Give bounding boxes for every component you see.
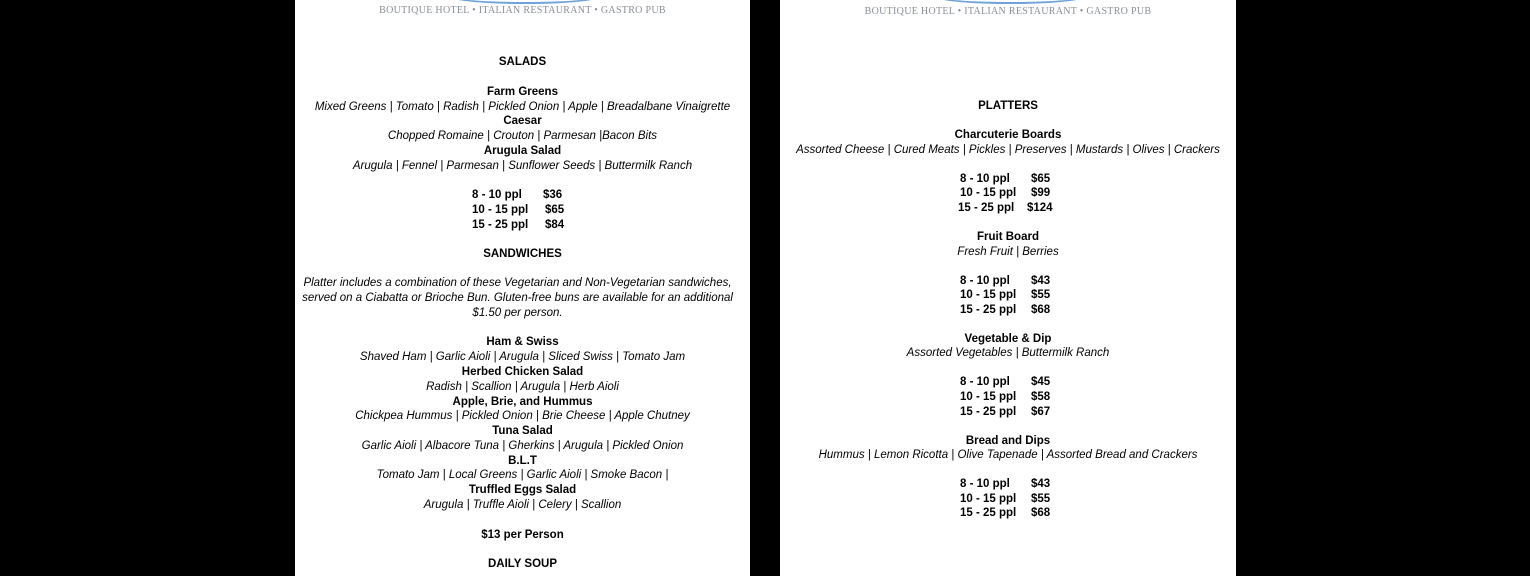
hotel-tagline: BOUTIQUE HOTEL • ITALIAN RESTAURANT • GASTRO PUB — [864, 6, 1152, 17]
item-description: Shaved Ham | Garlic Aioli | Arugula | Sliced Swiss | Tomato Jam — [359, 351, 686, 363]
item-name: Truffled Eggs Salad — [468, 484, 577, 496]
price: $43 — [1031, 275, 1051, 287]
serving-size: 10 - 15 ppl — [960, 187, 1017, 199]
price: $55 — [1031, 289, 1051, 301]
serving-size: 10 - 15 ppl — [960, 493, 1017, 505]
price: $58 — [1031, 391, 1051, 403]
price: $45 — [1031, 376, 1051, 388]
serving-size: 10 - 15 ppl — [960, 391, 1017, 403]
serving-size: 8 - 10 ppl — [960, 173, 1010, 185]
price: $124 — [1027, 202, 1053, 214]
platter-description: Assorted Cheese | Cured Meats | Pickles | Preserves | Mustards | Olives | Crackers — [796, 144, 1220, 156]
price: $67 — [1031, 406, 1051, 418]
sandwich-price: $13 per Person — [481, 529, 564, 541]
price: $84 — [545, 219, 565, 231]
item-name: Ham & Swiss — [486, 336, 559, 348]
serving-size: 15 - 25 ppl — [960, 507, 1017, 519]
item-name: Arugula Salad — [483, 145, 562, 157]
platter-name: Charcuterie Boards — [954, 129, 1062, 141]
hotel-tagline: BOUTIQUE HOTEL • ITALIAN RESTAURANT • GASTRO PUB — [379, 5, 666, 16]
platters-heading: PLATTERS — [978, 100, 1038, 112]
serving-size: 15 - 25 ppl — [472, 219, 529, 231]
sandwiches-heading: SANDWICHES — [483, 248, 562, 260]
price: $55 — [1031, 493, 1051, 505]
item-description: Arugula | Truffle Aioli | Celery | Scallion — [423, 499, 622, 511]
item-name: Herbed Chicken Salad — [461, 366, 584, 378]
platter-description: Assorted Vegetables | Buttermilk Ranch — [906, 347, 1110, 359]
logo-graphic — [930, 0, 1090, 4]
platter-name: Bread and Dips — [965, 435, 1051, 447]
serving-size: 15 - 25 ppl — [958, 202, 1015, 214]
serving-size: 10 - 15 ppl — [960, 289, 1017, 301]
item-name: Tuna Salad — [492, 425, 553, 437]
price: $68 — [1031, 304, 1051, 316]
item-description: Radish | Scallion | Arugula | Herb Aioli — [426, 381, 619, 393]
platter-name: Vegetable & Dip — [964, 333, 1052, 345]
item-name: Caesar — [503, 115, 542, 127]
menu-page-right — [780, 0, 1236, 576]
item-name: Farm Greens — [487, 86, 558, 98]
price: $36 — [543, 189, 563, 201]
logo-graphic — [445, 0, 605, 4]
serving-size: 15 - 25 ppl — [960, 406, 1017, 418]
item-description: Mixed Greens | Tomato | Radish | Pickled Onion | Apple | Breadalbane Vinaigrette — [314, 101, 731, 113]
serving-size: 10 - 15 ppl — [472, 204, 529, 216]
serving-size: 8 - 10 ppl — [472, 189, 522, 201]
daily-soup-heading: DAILY SOUP — [487, 558, 558, 570]
platter-description: Fresh Fruit | Berries — [957, 246, 1059, 258]
price: $65 — [1031, 173, 1051, 185]
serving-size: 15 - 25 ppl — [960, 304, 1017, 316]
item-description: Garlic Aioli | Albacore Tuna | Gherkins | Arugula | Pickled Onion — [361, 440, 684, 452]
price: $65 — [545, 204, 565, 216]
sandwiches-note: Platter includes a combination of these Vegetarian and Non-Vegetarian sandwiches, served on a Ciabatta or Brioche Bun. Gluten-free buns are available for an additional $1.50 per person. — [302, 277, 733, 319]
item-description: Chickpea Hummus | Pickled Onion | Brie Cheese | Apple Chutney — [355, 410, 690, 422]
item-name: Apple, Brie, and Hummus — [452, 396, 593, 408]
item-name: B.L.T — [508, 455, 537, 467]
menu-page-left — [295, 0, 750, 576]
salads-heading: SALADS — [498, 56, 547, 68]
price: $43 — [1031, 478, 1051, 490]
platter-name: Fruit Board — [977, 231, 1039, 243]
item-description: Arugula | Fennel | Parmesan | Sunflower Seeds | Buttermilk Ranch — [352, 160, 693, 172]
price: $68 — [1031, 507, 1051, 519]
platter-description: Hummus | Lemon Ricotta | Olive Tapenade | Assorted Bread and Crackers — [818, 449, 1198, 461]
item-description: Tomato Jam | Local Greens | Garlic Aioli | Smoke Bacon | — [376, 469, 669, 481]
price: $99 — [1031, 187, 1051, 199]
serving-size: 8 - 10 ppl — [960, 376, 1010, 388]
serving-size: 8 - 10 ppl — [960, 275, 1010, 287]
item-description: Chopped Romaine | Crouton | Parmesan |Bacon Bits — [387, 130, 658, 142]
serving-size: 8 - 10 ppl — [960, 478, 1010, 490]
